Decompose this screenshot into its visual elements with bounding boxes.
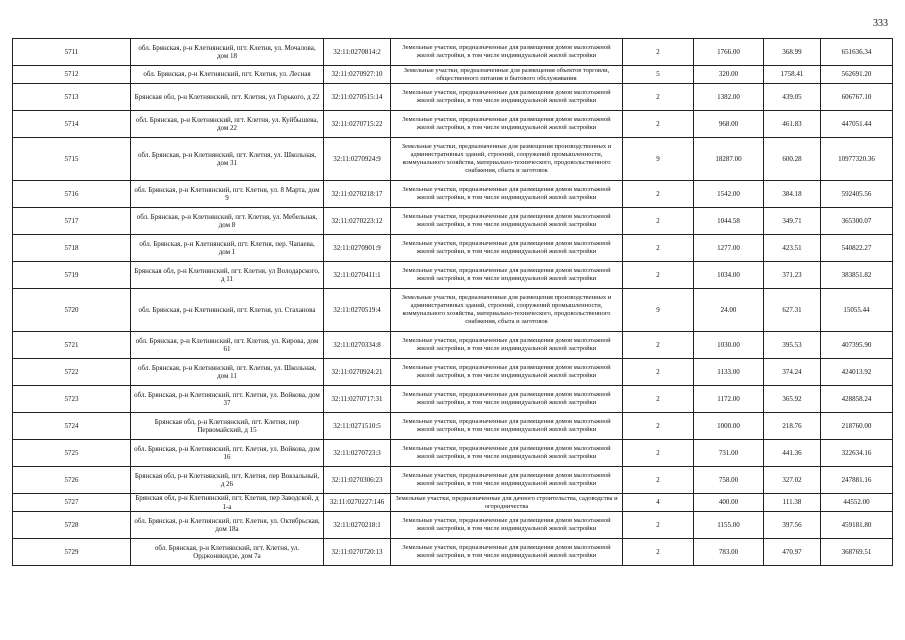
row-number: 5729 [13,539,131,566]
area-cell: 24.00 [694,289,764,332]
table-row [13,235,893,262]
land-use-cell: Земельные участки, предназначенные для размещения домов малоэтажной жилой застройки, в том числе индивидуальной жилой застройки [391,332,623,359]
cadastral-value-cell: 365300.07 [821,208,893,235]
row-number: 5712 [13,66,131,84]
area-cell: 1034.00 [694,262,764,289]
address-cell: обл. Брянская, р-н Клетнянский, пгт. Клетня, ул. Школьная, дом 11 [131,359,324,386]
cadastral-value-cell: 562691.20 [821,66,893,84]
table-row [13,39,893,66]
group-cell: 2 [623,235,694,262]
specific-value-cell: 1758.41 [764,66,821,84]
specific-value-cell: 111.38 [764,494,821,512]
group-cell: 9 [623,138,694,181]
cadastral-number-cell: 32:11:0270227:146 [324,494,391,512]
cadastral-number-cell: 32:11:0270814:2 [324,39,391,66]
cadastral-number-cell: 32:11:0270720:13 [324,539,391,566]
specific-value-cell: 349.71 [764,208,821,235]
address-cell: обл. Брянская, р-н Клетнянский, пгт. Клетня, ул. Мочалова, дом 18 [131,39,324,66]
address-cell: Брянская обл, р-н Клетнянский, пгт. Клетня, пер Вокзальный, д 26 [131,467,324,494]
area-cell: 1000.00 [694,413,764,440]
area-cell: 1172.00 [694,386,764,413]
specific-value-cell: 627.31 [764,289,821,332]
area-cell: 1277.00 [694,235,764,262]
area-cell: 1766.00 [694,39,764,66]
specific-value-cell: 439.05 [764,84,821,111]
specific-value-cell: 374.24 [764,359,821,386]
area-cell: 400.00 [694,494,764,512]
cadastral-value-cell: 424013.92 [821,359,893,386]
cadastral-number-cell: 32:11:0270334:8 [324,332,391,359]
table-row [13,332,893,359]
cadastral-number-cell: 32:11:0270717:31 [324,386,391,413]
row-number: 5728 [13,512,131,539]
group-cell: 2 [623,111,694,138]
address-cell: Брянская обл, р-н Клетнянский, пгт. Клетня, пер Заводской, д 1-а [131,494,324,512]
row-number: 5727 [13,494,131,512]
land-use-cell: Земельные участки, предназначенные для размещения домов малоэтажной жилой застройки, в том числе индивидуальной жилой застройки [391,440,623,467]
row-number: 5711 [13,39,131,66]
cadastral-number-cell: 32:11:0270218:17 [324,181,391,208]
area-cell: 758.00 [694,467,764,494]
table-row [13,66,893,84]
table-row [13,262,893,289]
table-row [13,512,893,539]
group-cell: 2 [623,512,694,539]
cadastral-number-cell: 32:11:0270723:3 [324,440,391,467]
area-cell: 1542.00 [694,181,764,208]
table-row [13,359,893,386]
address-cell: обл. Брянская, р-н Клетнянский, пгт. Клетня, ул. Лесная [131,66,324,84]
land-use-cell: Земельные участки, предназначенные для размещения домов малоэтажной жилой застройки, в том числе индивидуальной жилой застройки [391,262,623,289]
address-cell: Брянская обл, р-н Клетнянский, пгт. Клетня, ул Володарского, д 11 [131,262,324,289]
land-use-cell: Земельные участки, предназначенные для размещения производственных и административных зданий, строений, сооружений промышленности, коммунального хозяйства, материально-технического, продовольственного снабжения, сбыта и заготовок [391,289,623,332]
table-row [13,440,893,467]
cadastral-value-cell: 10977320.36 [821,138,893,181]
land-use-cell: Земельные участки, предназначенные для размещения домов малоэтажной жилой застройки, в том числе индивидуальной жилой застройки [391,359,623,386]
row-number: 5720 [13,289,131,332]
specific-value-cell: 384.18 [764,181,821,208]
cadastral-value-cell: 606767.10 [821,84,893,111]
specific-value-cell: 395.53 [764,332,821,359]
cadastral-number-cell: 32:11:0270223:12 [324,208,391,235]
cadastral-value-cell: 447051.44 [821,111,893,138]
land-use-cell: Земельные участки, предназначенные для размещения домов малоэтажной жилой застройки, в том числе индивидуальной жилой застройки [391,39,623,66]
address-cell: Брянская обл, р-н Клетнянский, пгт. Клетня, ул Горького, д 22 [131,84,324,111]
land-use-cell: Земельные участки, предназначенные для размещения домов малоэтажной жилой застройки, в том числе индивидуальной жилой застройки [391,84,623,111]
cadastral-number-cell: 32:11:0270715:22 [324,111,391,138]
address-cell: обл. Брянская, р-н Клетнянский, пгт. Клетня, ул. Орджоникидзе, дом 7а [131,539,324,566]
area-cell: 1044.58 [694,208,764,235]
table-row [13,138,893,181]
cadastral-value-cell: 592405.56 [821,181,893,208]
cadastral-value-cell: 44552.00 [821,494,893,512]
land-use-cell: Земельные участки, предназначенные для размещения домов малоэтажной жилой застройки, в том числе индивидуальной жилой застройки [391,467,623,494]
group-cell: 2 [623,262,694,289]
row-number: 5713 [13,84,131,111]
row-number: 5723 [13,386,131,413]
area-cell: 1382.00 [694,84,764,111]
address-cell: обл. Брянская, р-н Клетнянский, пгт. Клетня, ул. Мебельная, дом 8 [131,208,324,235]
group-cell: 2 [623,440,694,467]
table-row [13,208,893,235]
row-number: 5724 [13,413,131,440]
address-cell: обл. Брянская, р-н Клетнянский, пгт. Клетня, ул. Школьная, дом 31 [131,138,324,181]
area-cell: 783.00 [694,539,764,566]
table-row [13,289,893,332]
cadastral-number-cell: 32:11:0270924:21 [324,359,391,386]
area-cell: 1133.00 [694,359,764,386]
cadastral-number-cell: 32:11:0271510:5 [324,413,391,440]
address-cell: Брянская обл, р-н Клетнянский, пгт. Клетня, пер Первомайский, д 15 [131,413,324,440]
land-use-cell: Земельные участки, предназначенные для размещения домов малоэтажной жилой застройки, в том числе индивидуальной жилой застройки [391,539,623,566]
land-use-cell: Земельные участки, предназначенные для размещения производственных и административных зданий, строений, сооружений промышленности, коммунального хозяйства, материально-технического, продовольственного снабжения, сбыта и заготовок [391,138,623,181]
land-use-cell: Земельные участки, предназначенные для размещения домов малоэтажной жилой застройки, в том числе индивидуальной жилой застройки [391,512,623,539]
table-row [13,467,893,494]
specific-value-cell: 218.76 [764,413,821,440]
register-body [13,39,893,566]
row-number: 5721 [13,332,131,359]
land-use-cell: Земельные участки, предназначенные для размещения объектов торговли, общественного питания и бытового обслуживания [391,66,623,84]
row-number: 5717 [13,208,131,235]
land-use-cell: Земельные участки, предназначенные для размещения домов малоэтажной жилой застройки, в том числе индивидуальной жилой застройки [391,181,623,208]
land-use-cell: Земельные участки, предназначенные для размещения домов малоэтажной жилой застройки, в том числе индивидуальной жилой застройки [391,413,623,440]
specific-value-cell: 441.36 [764,440,821,467]
table-row [13,494,893,512]
cadastral-value-cell: 540822.27 [821,235,893,262]
address-cell: обл. Брянская, р-н Клетнянский, пгт. Клетня, ул. Октябрьская, дом 18а [131,512,324,539]
group-cell: 2 [623,359,694,386]
cadastral-value-cell: 428858.24 [821,386,893,413]
group-cell: 2 [623,332,694,359]
specific-value-cell: 365.92 [764,386,821,413]
specific-value-cell: 327.02 [764,467,821,494]
land-use-cell: Земельные участки, предназначенные для размещения домов малоэтажной жилой застройки, в том числе индивидуальной жилой застройки [391,235,623,262]
row-number: 5714 [13,111,131,138]
cadastral-value-cell: 459181.80 [821,512,893,539]
group-cell: 2 [623,467,694,494]
area-cell: 968.00 [694,111,764,138]
group-cell: 2 [623,539,694,566]
land-use-cell: Земельные участки, предназначенные для размещения домов малоэтажной жилой застройки, в том числе индивидуальной жилой застройки [391,111,623,138]
group-cell: 2 [623,208,694,235]
area-cell: 1155.00 [694,512,764,539]
address-cell: обл. Брянская, р-н Клетнянский, пгт. Клетня, ул. Стаханова [131,289,324,332]
cadastral-number-cell: 32:11:0270306:23 [324,467,391,494]
address-cell: обл. Брянская, р-н Клетнянский, пгт. Клетня, ул. 8 Марта, дом 9 [131,181,324,208]
specific-value-cell: 461.83 [764,111,821,138]
row-number: 5726 [13,467,131,494]
area-cell: 731.00 [694,440,764,467]
land-use-cell: Земельные участки, предназначенные для размещения домов малоэтажной жилой застройки, в том числе индивидуальной жилой застройки [391,208,623,235]
cadastral-value-cell: 247881.16 [821,467,893,494]
address-cell: обл. Брянская, р-н Клетнянский, пгт. Клетня, ул. Куйбышева, дом 22 [131,111,324,138]
row-number: 5722 [13,359,131,386]
cadastral-number-cell: 32:11:0270218:1 [324,512,391,539]
row-number: 5715 [13,138,131,181]
cadastral-register-table [12,38,893,566]
cadastral-number-cell: 32:11:0270519:4 [324,289,391,332]
group-cell: 4 [623,494,694,512]
cadastral-value-cell: 218760.00 [821,413,893,440]
group-cell: 2 [623,413,694,440]
address-cell: обл. Брянская, р-н Клетнянский, пгт. Клетня, пер. Чапаева, дом 1 [131,235,324,262]
area-cell: 1030.00 [694,332,764,359]
cadastral-number-cell: 32:11:0270411:1 [324,262,391,289]
specific-value-cell: 371.23 [764,262,821,289]
area-cell: 18287.00 [694,138,764,181]
specific-value-cell: 368.99 [764,39,821,66]
cadastral-value-cell: 407395.90 [821,332,893,359]
table-row [13,386,893,413]
cadastral-value-cell: 322634.16 [821,440,893,467]
page-number: 333 [873,18,888,29]
group-cell: 2 [623,39,694,66]
address-cell: обл. Брянская, р-н Клетнянский, пгт. Клетня, ул. Кирова, дом 61 [131,332,324,359]
table-row [13,181,893,208]
land-use-cell: Земельные участки, предназначенные для дачного строительства, садоводства и огородничества [391,494,623,512]
specific-value-cell: 423.51 [764,235,821,262]
table-row [13,539,893,566]
specific-value-cell: 397.56 [764,512,821,539]
cadastral-value-cell: 651636.34 [821,39,893,66]
cadastral-number-cell: 32:11:0270901:9 [324,235,391,262]
group-cell: 9 [623,289,694,332]
cadastral-value-cell: 383851.82 [821,262,893,289]
specific-value-cell: 470.97 [764,539,821,566]
cadastral-value-cell: 368769.51 [821,539,893,566]
group-cell: 5 [623,66,694,84]
area-cell: 320.00 [694,66,764,84]
cadastral-number-cell: 32:11:0270924:9 [324,138,391,181]
cadastral-number-cell: 32:11:0270515:14 [324,84,391,111]
address-cell: обл. Брянская, р-н Клетнянский, пгт. Клетня, ул. Войкова, дом 37 [131,386,324,413]
cadastral-value-cell: 15055.44 [821,289,893,332]
row-number: 5719 [13,262,131,289]
table-row [13,413,893,440]
group-cell: 2 [623,386,694,413]
row-number: 5718 [13,235,131,262]
land-use-cell: Земельные участки, предназначенные для размещения домов малоэтажной жилой застройки, в том числе индивидуальной жилой застройки [391,386,623,413]
table-row [13,111,893,138]
row-number: 5716 [13,181,131,208]
address-cell: обл. Брянская, р-н Клетнянский, пгт. Клетня, ул. Войкова, дом 16 [131,440,324,467]
row-number: 5725 [13,440,131,467]
group-cell: 2 [623,84,694,111]
specific-value-cell: 600.28 [764,138,821,181]
group-cell: 2 [623,181,694,208]
cadastral-number-cell: 32:11:0270927:10 [324,66,391,84]
table-row [13,84,893,111]
